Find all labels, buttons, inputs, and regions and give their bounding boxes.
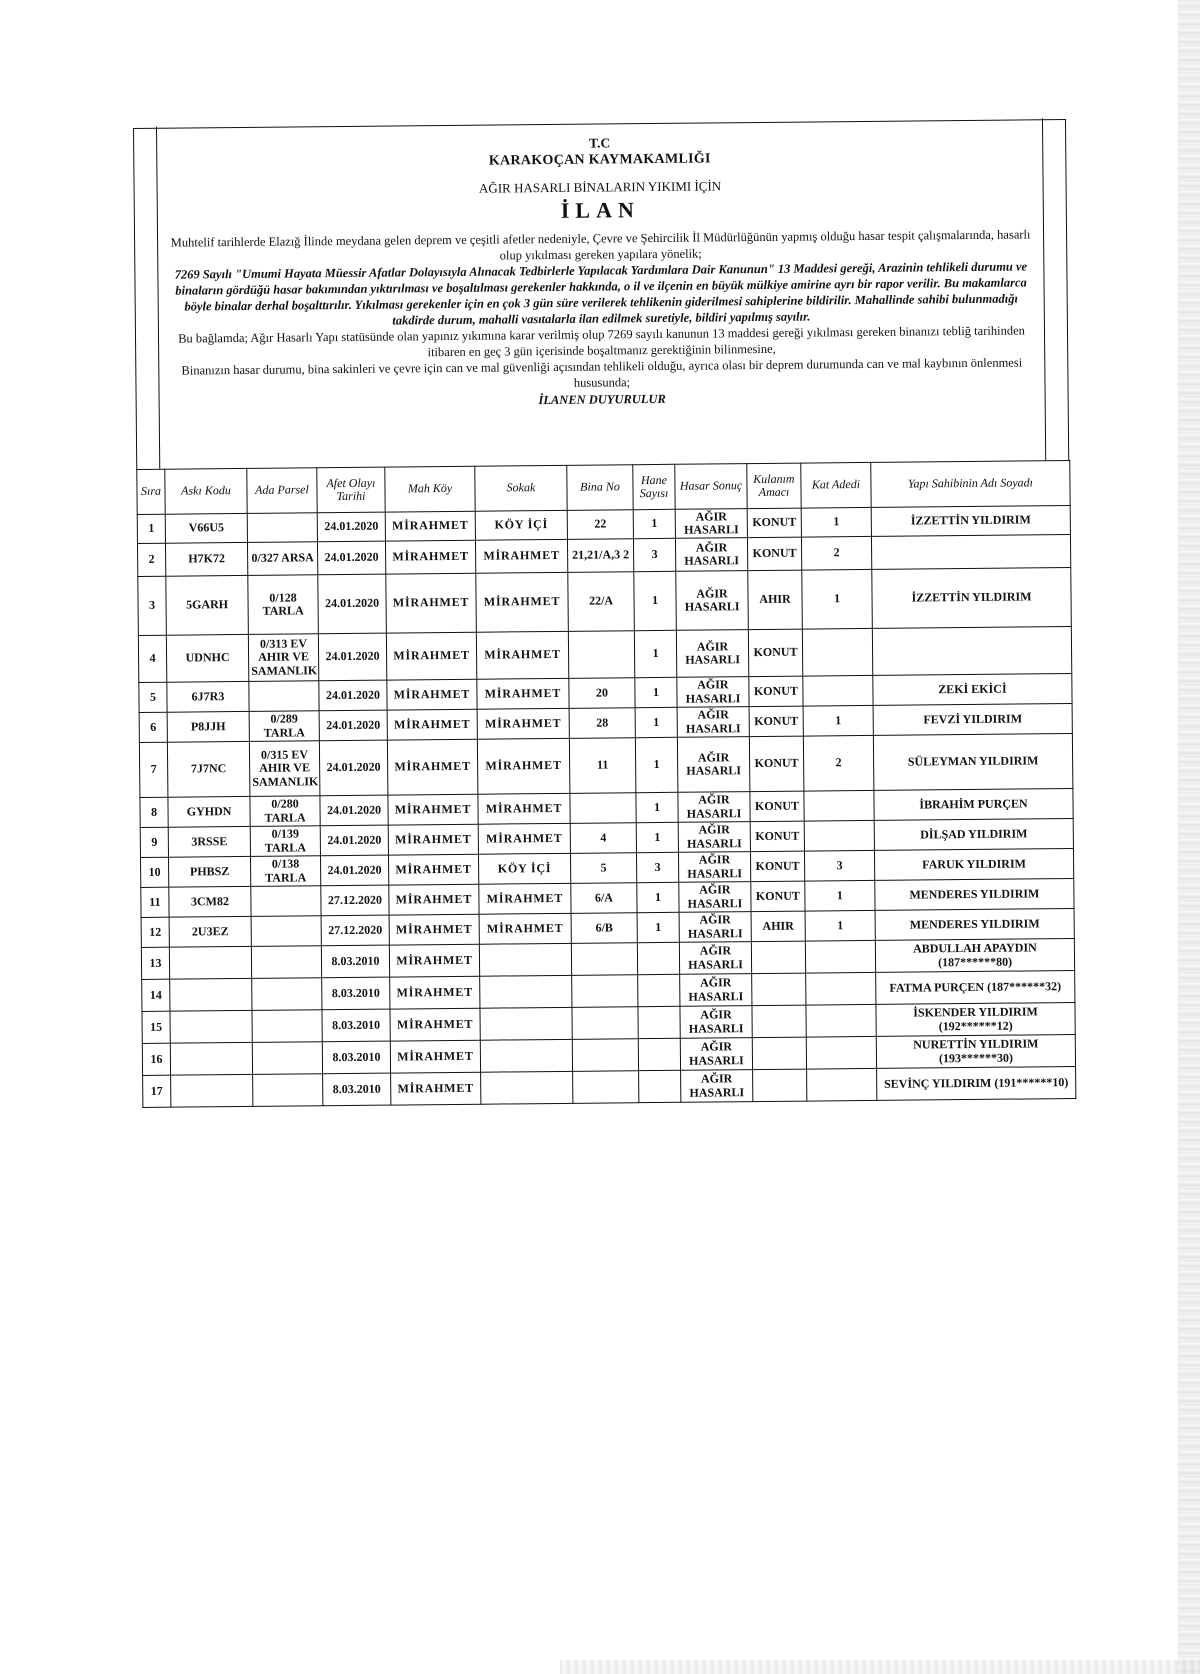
cell-tarih: 24.01.2020 — [319, 740, 388, 796]
cell-mah-koy: MİRAHMET — [390, 1008, 480, 1041]
cell-yapi-sahibi: FARUK YILDIRIM — [874, 849, 1073, 881]
cell-aski-kodu: UDNHC — [166, 634, 248, 682]
header-sokak: Sokak — [475, 465, 567, 511]
cell-kat-adedi: 1 — [805, 880, 875, 911]
cell-sira: 12 — [141, 917, 169, 947]
notice-box — [156, 118, 1046, 468]
cell-hane-sayisi: 1 — [633, 509, 675, 538]
cell-hasar-sonuc: AĞIR HASARLI — [677, 737, 750, 793]
cell-kat-adedi — [803, 675, 873, 706]
cell-sira: 13 — [141, 947, 169, 979]
cell-kullanim-amaci: KONUT — [750, 851, 804, 882]
cell-mah-koy: MİRAHMET — [385, 511, 475, 541]
header-afet-tarihi: Afet Olayı Tarihi — [317, 467, 385, 513]
cell-kat-adedi: 2 — [803, 735, 874, 791]
cell-kullanim-amaci: KONUT — [749, 736, 804, 792]
notice-paragraph-2: 7269 Sayılı "Umumi Hayata Müessir Afatlar Dolayısıyla Alınacak Tedbirlerle Yapılacak Yardımlara Dair Kanunun" 13 Maddesi gereği, Arazinin tehlikeli durumu ve binaların gördüğü hasar bakımından yıktırılması ve boşaltılması gerekenler hakkında, o il ve ilçenin en büyük mülkiye amirine ayrı bir rapor verilir. Bu makamlarca böyle binalar derhal boşalttırılır. Yıkılması gerekenler için en çok 3 gün süre verilerek tehlikenin giderilmesi sahiplerine bildirilir. Mahallinde sahibi bulunmadığı takdirde durum, mahalli vasıtalarla ilan edilmek suretiyle, bildiri yapılmış sayılır. — [174, 259, 1028, 328]
scan-bottom-artifact — [560, 1660, 1200, 1674]
cell-hasar-sonuc: AĞIR HASARLI — [680, 1038, 752, 1071]
cell-hane-sayisi: 3 — [633, 538, 675, 571]
cell-sira: 17 — [143, 1075, 171, 1107]
cell-kullanim-amaci — [752, 1037, 806, 1070]
cell-tarih: 8.03.2010 — [322, 1041, 390, 1074]
cell-hasar-sonuc: AĞIR HASARLI — [679, 942, 751, 975]
cell-ada-parsel: 0/280 TARLA — [250, 796, 320, 827]
cell-kullanim-amaci: AHIR — [748, 570, 803, 630]
cell-aski-kodu: 6J7R3 — [167, 681, 249, 712]
cell-hane-sayisi — [637, 942, 679, 974]
cell-tarih: 24.01.2020 — [320, 855, 388, 886]
cell-ada-parsel — [251, 946, 321, 979]
cell-sokak — [479, 943, 571, 976]
cell-hasar-sonuc: AĞIR HASARLI — [678, 852, 750, 883]
cell-ada-parsel — [249, 681, 319, 712]
header-bina-no: Bina No — [567, 465, 633, 511]
cell-sokak: MİRAHMET — [477, 738, 570, 794]
cell-yapi-sahibi: MENDERES YILDIRIM — [875, 909, 1074, 941]
cell-sokak: MİRAHMET — [478, 823, 570, 854]
cell-yapi-sahibi: DİLŞAD YILDIRIM — [874, 819, 1073, 851]
cell-yapi-sahibi: ABDULLAH APAYDIN (187******80) — [875, 939, 1074, 973]
cell-bina-no: 20 — [569, 678, 635, 709]
cell-yapi-sahibi — [871, 535, 1070, 570]
cell-mah-koy: MİRAHMET — [387, 709, 477, 740]
cell-bina-no: 5 — [570, 853, 636, 884]
cell-sokak: MİRAHMET — [476, 572, 569, 632]
header-kat-adedi: Kat Adedi — [801, 462, 871, 508]
cell-hasar-sonuc: AĞIR HASARLI — [680, 974, 752, 1007]
cell-yapi-sahibi: İZZETTİN YILDIRIM — [871, 506, 1070, 537]
cell-ada-parsel — [252, 1042, 322, 1075]
cell-kat-adedi: 1 — [801, 507, 871, 537]
cell-mah-koy: MİRAHMET — [388, 854, 478, 885]
cell-sira: 3 — [138, 576, 167, 635]
notice-frame — [133, 119, 1069, 469]
cell-hane-sayisi — [638, 1006, 680, 1038]
cell-bina-no — [568, 631, 634, 679]
cell-kullanim-amaci: KONUT — [747, 508, 801, 538]
cell-hasar-sonuc: AĞIR HASARLI — [677, 707, 749, 738]
cell-aski-kodu — [170, 978, 252, 1011]
cell-hane-sayisi: 3 — [636, 852, 678, 882]
cell-aski-kodu: 2U3EZ — [169, 916, 251, 947]
cell-yapi-sahibi: İZZETTİN YILDIRIM — [872, 568, 1072, 629]
cell-bina-no — [572, 1039, 638, 1072]
cell-kullanim-amaci: KONUT — [750, 791, 804, 822]
header-ada-parsel: Ada Parsel — [247, 468, 317, 514]
cell-kat-adedi — [804, 820, 874, 851]
cell-hasar-sonuc: AĞIR HASARLI — [679, 882, 751, 913]
cell-kat-adedi: 1 — [802, 569, 873, 629]
cell-yapi-sahibi: İSKENDER YILDIRIM (192******12) — [876, 1002, 1075, 1036]
cell-sokak: MİRAHMET — [475, 539, 567, 573]
cell-mah-koy: MİRAHMET — [386, 632, 476, 680]
header-hasar-sonuc: Hasar Sonuç — [675, 464, 747, 510]
cell-bina-no: 22 — [567, 510, 633, 540]
cell-sokak: MİRAHMET — [479, 883, 571, 914]
cell-aski-kodu: V66U5 — [165, 513, 247, 543]
cell-tarih: 24.01.2020 — [319, 710, 387, 741]
cell-hane-sayisi: 1 — [637, 912, 679, 942]
cell-tarih: 24.01.2020 — [317, 512, 385, 542]
cell-sokak — [481, 1071, 573, 1104]
cell-hane-sayisi: 1 — [634, 630, 676, 677]
cell-bina-no — [571, 943, 637, 976]
cell-ada-parsel — [247, 513, 317, 543]
cell-tarih: 24.01.2020 — [319, 680, 387, 711]
cell-aski-kodu — [169, 946, 251, 979]
cell-sokak: KÖY İÇİ — [475, 510, 567, 540]
header-yapi-sahibi: Yapı Sahibinin Adı Soyadı — [871, 461, 1070, 508]
cell-ada-parsel: 0/327 ARSA — [247, 542, 317, 576]
cell-tarih: 8.03.2010 — [321, 945, 389, 978]
cell-kat-adedi — [804, 790, 874, 821]
cell-sira: 2 — [137, 543, 165, 576]
cell-kullanim-amaci: KONUT — [748, 629, 802, 677]
cell-mah-koy: MİRAHMET — [390, 976, 480, 1009]
cell-ada-parsel — [253, 1074, 323, 1107]
cell-bina-no — [572, 975, 638, 1008]
cell-sokak — [480, 1039, 572, 1072]
cell-kullanim-amaci: KONUT — [749, 706, 803, 737]
cell-ada-parsel: 0/289 TARLA — [249, 711, 319, 742]
notice-closing: İLANEN DUYURULUR — [538, 391, 666, 408]
cell-ada-parsel — [251, 886, 321, 917]
cell-kullanim-amaci: KONUT — [751, 881, 805, 912]
header-ilan: İLAN — [560, 196, 640, 223]
cell-bina-no — [573, 1071, 639, 1104]
cell-mah-koy: MİRAHMET — [388, 794, 478, 825]
cell-tarih: 8.03.2010 — [322, 977, 390, 1010]
cell-hane-sayisi: 1 — [634, 571, 677, 630]
cell-hasar-sonuc: AĞIR HASARLI — [675, 538, 747, 572]
cell-kat-adedi — [802, 628, 872, 676]
cell-tarih: 24.01.2020 — [320, 795, 388, 826]
cell-bina-no: 6/A — [571, 883, 637, 914]
header-mah-koy: Mah Köy — [385, 466, 475, 512]
cell-sira: 14 — [142, 979, 170, 1011]
cell-kat-adedi — [806, 1004, 876, 1037]
cell-mah-koy: MİRAHMET — [388, 824, 478, 855]
cell-bina-no: 21,21/A,3 2 — [567, 539, 633, 573]
cell-tarih: 24.01.2020 — [317, 541, 385, 575]
cell-mah-koy: MİRAHMET — [391, 1072, 481, 1105]
cell-kat-adedi — [806, 972, 876, 1005]
cell-hane-sayisi: 1 — [635, 707, 677, 737]
header-kullanim-amaci: Kulanım Amacı — [747, 463, 801, 509]
table-row — [139, 734, 1072, 798]
cell-yapi-sahibi: MENDERES YILDIRIM — [875, 879, 1074, 911]
cell-kullanim-amaci: AHIR — [751, 911, 805, 942]
cell-bina-no: 11 — [569, 738, 636, 794]
cell-mah-koy: MİRAHMET — [387, 679, 477, 710]
cell-ada-parsel — [251, 916, 321, 947]
cell-ada-parsel: 0/315 EV AHIR VE SAMANLIK — [249, 741, 320, 797]
cell-hane-sayisi: 1 — [635, 737, 678, 792]
cell-yapi-sahibi: ZEKİ EKİCİ — [873, 674, 1072, 706]
cell-kat-adedi: 3 — [804, 850, 874, 881]
cell-yapi-sahibi: SEVİNÇ YILDIRIM (191******10) — [877, 1066, 1076, 1100]
cell-kat-adedi — [806, 1036, 876, 1069]
cell-tarih: 24.01.2020 — [318, 633, 386, 681]
cell-kullanim-amaci: KONUT — [747, 537, 801, 571]
cell-bina-no: 6/B — [571, 913, 637, 944]
header-sira: Sıra — [137, 469, 165, 514]
cell-aski-kodu: 3RSSE — [168, 826, 250, 857]
cell-tarih: 8.03.2010 — [323, 1073, 391, 1106]
cell-sokak: MİRAHMET — [479, 913, 571, 944]
cell-tarih: 24.01.2020 — [320, 825, 388, 856]
cell-sokak: MİRAHMET — [476, 631, 568, 679]
cell-hasar-sonuc: AĞIR HASARLI — [676, 630, 748, 678]
cell-yapi-sahibi: İBRAHİM PURÇEN — [874, 789, 1073, 821]
cell-tarih: 27.12.2020 — [321, 915, 389, 946]
cell-kat-adedi: 2 — [801, 536, 871, 570]
cell-tarih: 27.12.2020 — [321, 885, 389, 916]
cell-hasar-sonuc: AĞIR HASARLI — [678, 822, 750, 853]
cell-kullanim-amaci — [752, 973, 806, 1006]
cell-aski-kodu — [170, 1042, 252, 1075]
cell-hasar-sonuc: AĞIR HASARLI — [678, 792, 750, 823]
damaged-buildings-table — [136, 460, 1076, 1108]
cell-mah-koy: MİRAHMET — [387, 739, 478, 795]
cell-yapi-sahibi — [872, 627, 1071, 676]
cell-yapi-sahibi: FEVZİ YILDIRIM — [873, 704, 1072, 736]
cell-hane-sayisi: 1 — [637, 882, 679, 912]
cell-aski-kodu: 3CM82 — [169, 886, 251, 917]
header-tc: T.C — [589, 135, 611, 151]
cell-sira: 9 — [140, 827, 168, 857]
cell-hane-sayisi — [638, 974, 680, 1006]
cell-ada-parsel: 0/139 TARLA — [250, 826, 320, 857]
cell-sokak: MİRAHMET — [477, 678, 569, 709]
cell-sira: 7 — [139, 742, 168, 797]
cell-kullanim-amaci — [751, 941, 805, 974]
cell-kat-adedi — [805, 940, 875, 973]
cell-sira: 4 — [138, 635, 166, 682]
cell-sira: 10 — [141, 857, 169, 887]
table-row — [138, 568, 1072, 636]
cell-ada-parsel — [252, 978, 322, 1011]
header-kaymakamlik: KARAKOÇAN KAYMAKAMLIĞI — [488, 151, 711, 169]
cell-sokak — [480, 975, 572, 1008]
notice-paragraph-1: Muhtelif tarihlerde Elazığ İlinde meydana gelen deprem ve çeşitli afetler nedeniyle, Çevre ve Şehircilik İl Müdürlüğünün yapmış olduğu hasar tespit çalışmalarında, hasarlı olup yıkılması gereken yapılara yönelik; — [170, 227, 1031, 263]
cell-sira: 1 — [137, 514, 165, 543]
cell-kat-adedi: 1 — [805, 910, 875, 941]
cell-mah-koy: MİRAHMET — [390, 1040, 480, 1073]
notice-paragraph-3: Bu bağlamda; Ağır Hasarlı Yapı statüsünde olan yapınız yıkımına karar verilmiş olup 7269 sayılı kanunun 13 maddesi gereği yıkılması gereken binanızı tebliğ tarihinden itibaren en geç 3 gün içerisinde boşaltmanız gerektiğinin bilinmesine, — [178, 323, 1025, 360]
announcement-document — [133, 119, 1075, 1108]
cell-bina-no: 28 — [569, 708, 635, 739]
cell-hane-sayisi: 1 — [636, 792, 678, 822]
header-aski-kodu: Askı Kodu — [165, 468, 247, 514]
cell-sokak: MİRAHMET — [477, 708, 569, 739]
cell-aski-kodu: PHBSZ — [169, 856, 251, 887]
cell-mah-koy: MİRAHMET — [389, 944, 479, 977]
cell-kullanim-amaci: KONUT — [749, 676, 803, 707]
cell-hane-sayisi — [639, 1070, 681, 1102]
cell-kullanim-amaci: KONUT — [750, 821, 804, 852]
cell-hasar-sonuc: AĞIR HASARLI — [677, 677, 749, 708]
cell-bina-no: 4 — [570, 823, 636, 854]
cell-aski-kodu: 5GARH — [166, 575, 249, 635]
cell-hane-sayisi — [638, 1038, 680, 1070]
cell-aski-kodu: GYHDN — [168, 796, 250, 827]
header-subtitle: AĞIR HASARLI BİNALARIN YIKIMI İÇİN — [478, 178, 722, 196]
header-hane-sayisi: Hane Sayısı — [633, 464, 675, 509]
cell-mah-koy: MİRAHMET — [389, 884, 479, 915]
cell-aski-kodu: H7K72 — [165, 542, 247, 576]
cell-aski-kodu — [170, 1010, 252, 1043]
cell-hasar-sonuc: AĞIR HASARLI — [681, 1070, 753, 1103]
cell-hasar-sonuc: AĞIR HASARLI — [679, 912, 751, 943]
cell-hasar-sonuc: AĞIR HASARLI — [676, 571, 749, 631]
cell-aski-kodu: 7J7NC — [167, 741, 250, 797]
cell-tarih: 24.01.2020 — [318, 574, 387, 634]
cell-ada-parsel: 0/128 TARLA — [248, 575, 319, 635]
cell-kat-adedi — [807, 1068, 877, 1101]
cell-sokak: KÖY İÇİ — [478, 853, 570, 884]
cell-yapi-sahibi: FATMA PURÇEN (187******32) — [876, 970, 1075, 1004]
cell-sira: 15 — [142, 1011, 170, 1043]
cell-yapi-sahibi: SÜLEYMAN YILDIRIM — [873, 734, 1073, 791]
cell-mah-koy: MİRAHMET — [385, 540, 475, 574]
cell-aski-kodu — [171, 1074, 253, 1107]
cell-hasar-sonuc: AĞIR HASARLI — [675, 509, 747, 539]
cell-mah-koy: MİRAHMET — [389, 914, 479, 945]
cell-sira: 6 — [139, 712, 167, 742]
scan-edge-artifact — [1178, 0, 1200, 1674]
cell-bina-no: 22/A — [568, 572, 635, 632]
cell-ada-parsel: 0/313 EV AHIR VE SAMANLIK — [248, 634, 318, 682]
cell-kullanim-amaci — [752, 1005, 806, 1038]
cell-yapi-sahibi: NURETTİN YILDIRIM (193******30) — [876, 1034, 1075, 1068]
cell-sokak — [480, 1007, 572, 1040]
cell-mah-koy: MİRAHMET — [386, 573, 477, 633]
cell-hane-sayisi: 1 — [636, 822, 678, 852]
cell-sokak: MİRAHMET — [478, 793, 570, 824]
cell-ada-parsel: 0/138 TARLA — [250, 856, 320, 887]
cell-hasar-sonuc: AĞIR HASARLI — [680, 1006, 752, 1039]
cell-aski-kodu: P8JJH — [167, 711, 249, 742]
cell-kat-adedi: 1 — [803, 705, 873, 736]
cell-sira: 16 — [142, 1043, 170, 1075]
notice-paragraph-4: Binanızın hasar durumu, bina sakinleri ve çevre için can ve mal güvenliği açısından tehlikeli olduğu, ayrıca olası bir deprem durumunda can ve mal kaybının önlenmesi hususunda; — [181, 355, 1023, 390]
cell-bina-no — [570, 793, 636, 824]
cell-kullanim-amaci — [753, 1069, 807, 1102]
cell-tarih: 8.03.2010 — [322, 1009, 390, 1042]
cell-sira: 5 — [139, 682, 167, 712]
cell-sira: 11 — [141, 887, 169, 917]
cell-bina-no — [572, 1007, 638, 1040]
cell-ada-parsel — [252, 1010, 322, 1043]
cell-hane-sayisi: 1 — [635, 677, 677, 707]
cell-sira: 8 — [140, 797, 168, 827]
